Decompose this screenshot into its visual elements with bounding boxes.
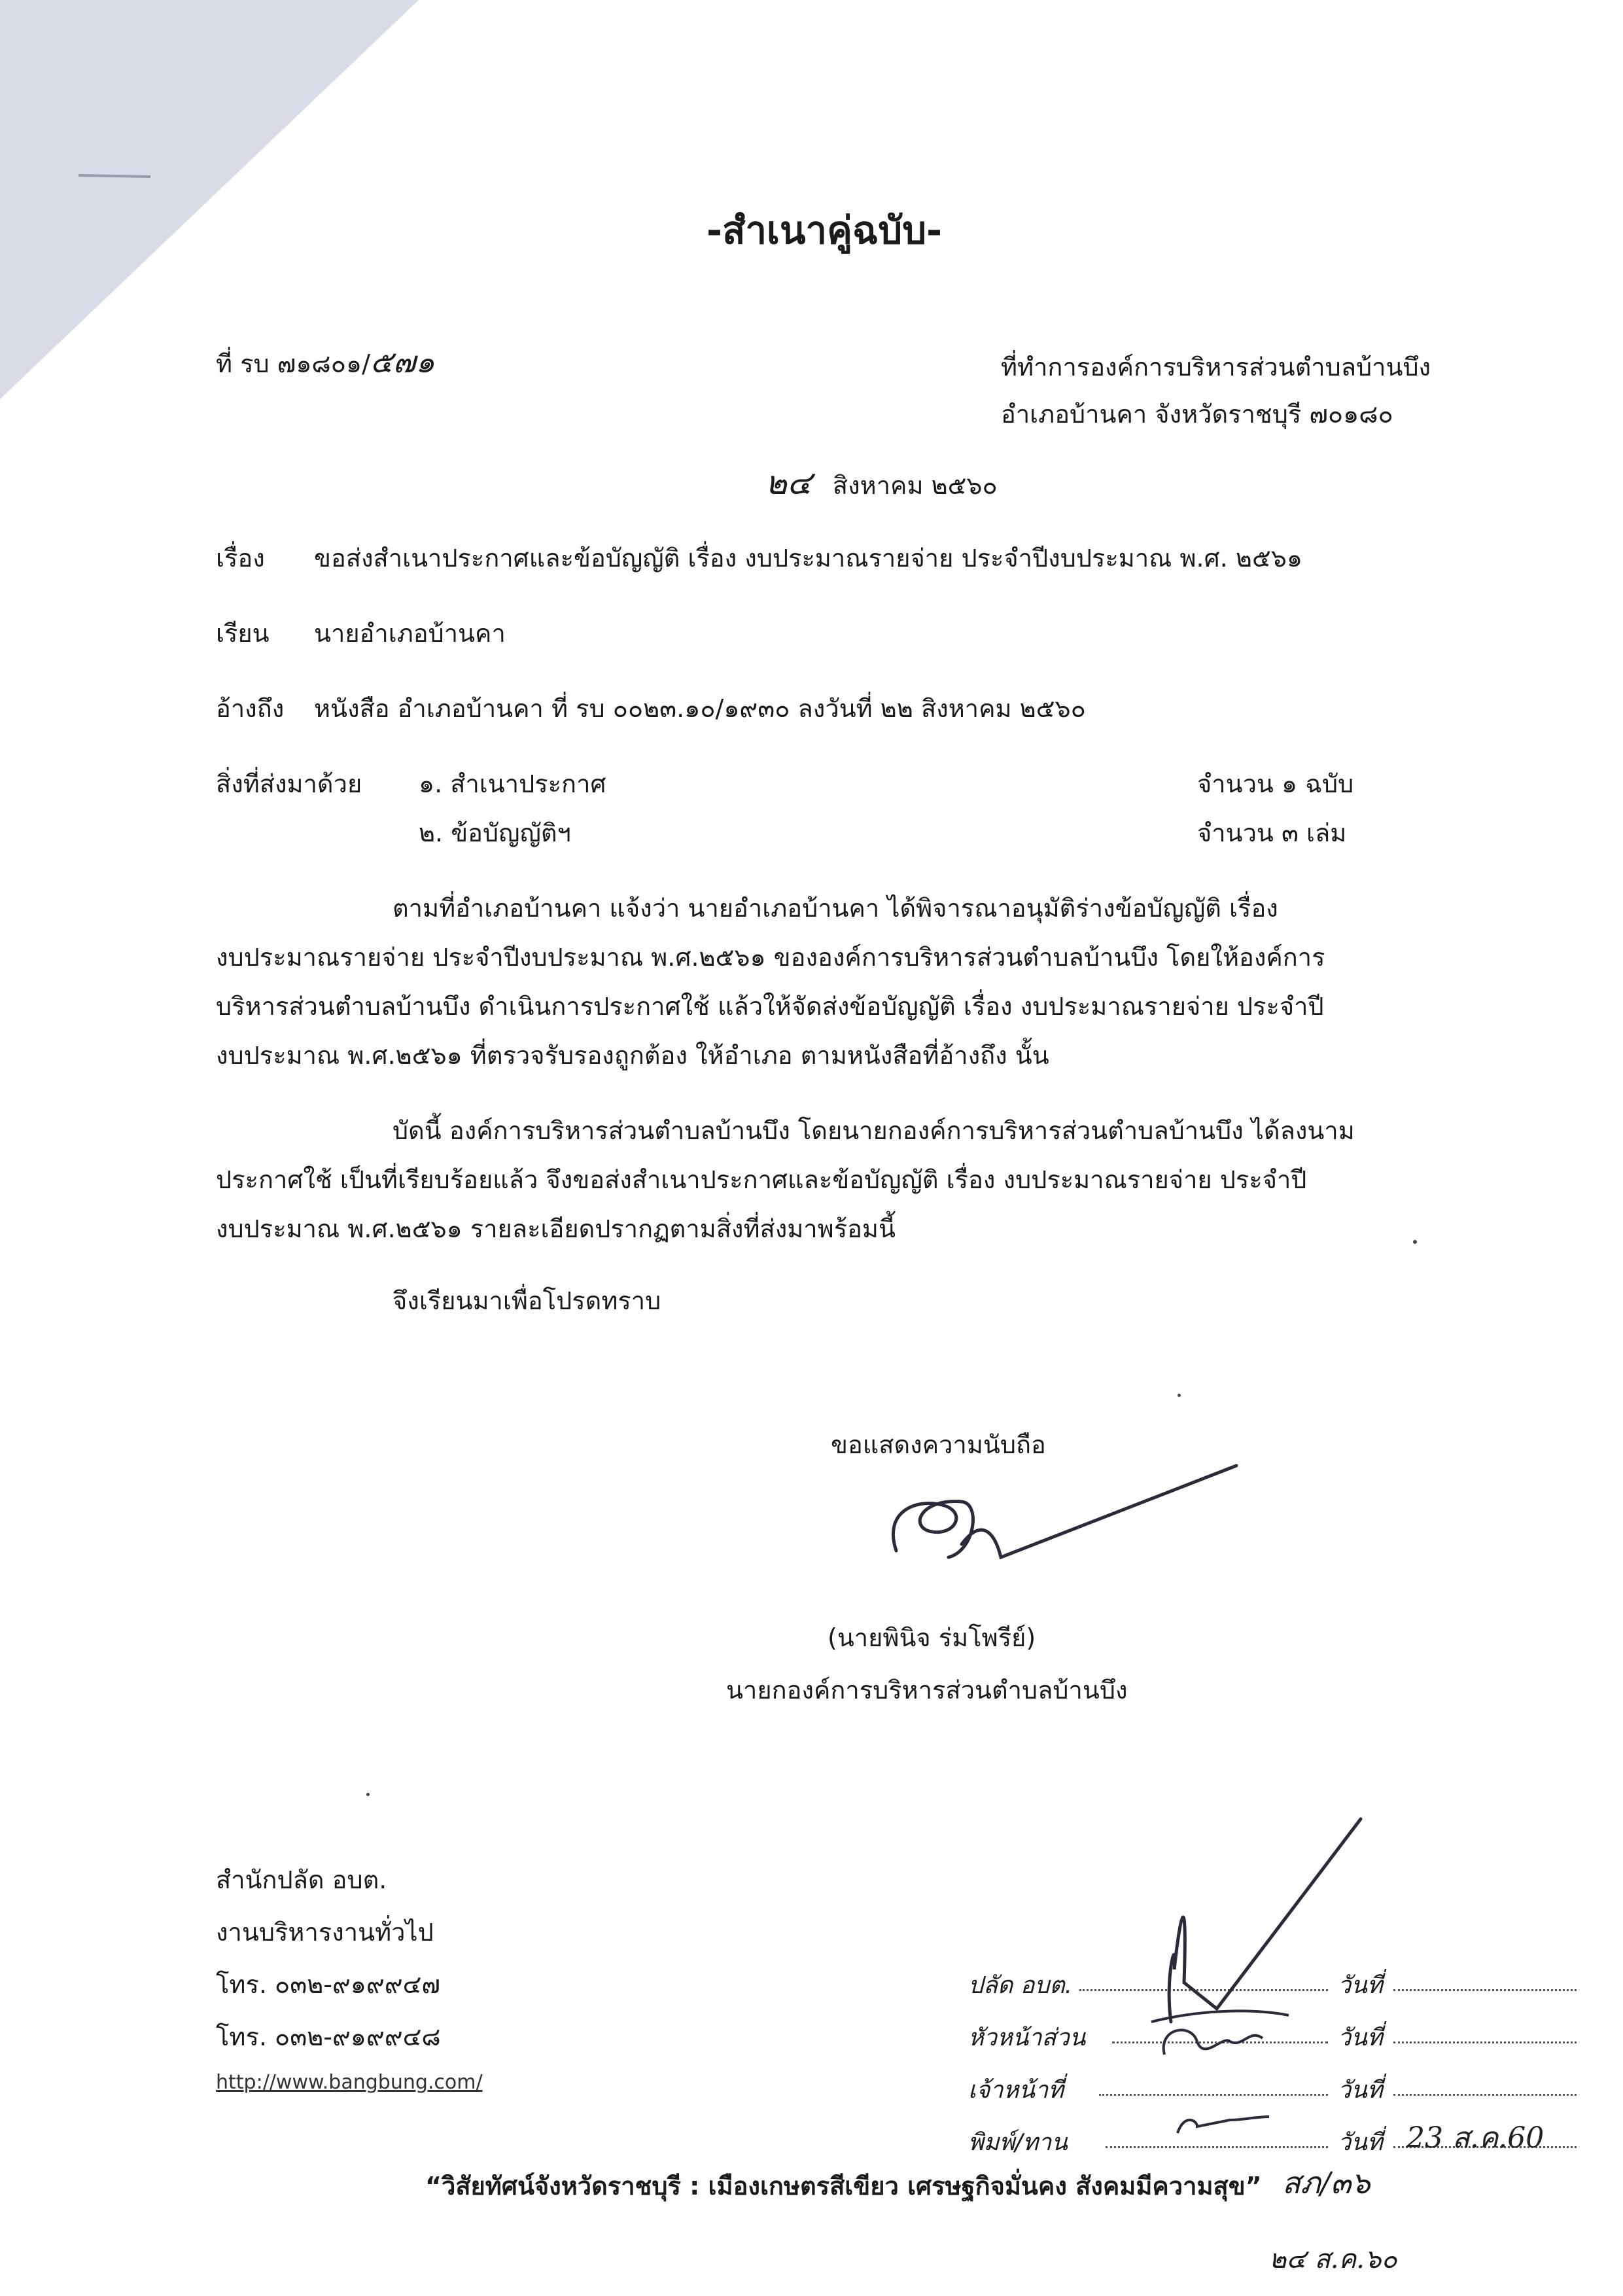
- enclosures-label: สิ่งที่ส่งมาด้วย: [216, 769, 362, 798]
- body-paragraph-1-line: งบประมาณรายจ่าย ประจำปีงบประมาณ พ.ศ.๒๕๖๑ ขององค์การบริหารส่วนตำบลบ้านบึง โดยให้องค์การ: [216, 943, 1325, 972]
- recipient-text: นายอำเภอบ้านคา: [314, 619, 506, 648]
- signatory-position: นายกองค์การบริหารส่วนตำบลบ้านบึง: [726, 1676, 1128, 1704]
- footer-slogan: “วิสัยทัศน์จังหวัดราชบุรี : เมืองเกษตรสีเขียว เศรษฐกิจมั่นคง สังคมมีความสุข”: [425, 2172, 1262, 2200]
- document-date: [765, 464, 998, 502]
- website-link[interactable]: http://www.bangbung.com/: [216, 2071, 483, 2094]
- signature-image: [870, 1453, 1249, 1583]
- body-paragraph-2-line: ประกาศใช้ เป็นที่เรียบร้อยแล้ว จึงขอส่งสำเนาประกาศและข้อบัญญัติ เรื่อง งบประมาณรายจ่าย ประจำปี: [216, 1165, 1307, 1194]
- approval-initials-image: [1125, 1812, 1400, 2153]
- reference-label: อ้างถึง: [216, 694, 285, 723]
- approval-row-date-label: วันที่: [1338, 2129, 1383, 2156]
- body-paragraph-2-line: บัดนี้ องค์การบริหารส่วนตำบลบ้านบึง โดยนายกองค์การบริหารส่วนตำบลบ้านบึง ได้ลงนาม: [393, 1116, 1355, 1145]
- signatory-name: (นายพินิจ ร่มโพรีย์): [828, 1623, 1036, 1652]
- scan-corner-shadow: [0, 0, 419, 399]
- body-paragraph-2-line: งบประมาณ พ.ศ.๒๕๖๑ รายละเอียดปรากฏตามสิ่งที่ส่งมาพร้อมนี้: [216, 1214, 896, 1243]
- body-paragraph-1-line: งบประมาณ พ.ศ.๒๕๖๑ ที่ตรวจรับรองถูกต้อง ให้อำเภอ ตามหนังสือที่อ้างถึง นั้น: [216, 1041, 1049, 1070]
- enclosure-quantity: จำนวน ๓ เล่ม: [1197, 819, 1347, 847]
- approval-row-date-label: วันที่: [1338, 2024, 1383, 2051]
- scan-speck: [1178, 1394, 1181, 1397]
- contact-office: สำนักปลัด อบต.: [216, 1865, 387, 1894]
- approval-row-date-label: วันที่: [1338, 1972, 1383, 1999]
- enclosure-item: ๑. สำเนาประกาศ: [419, 769, 606, 798]
- approval-row-label: พิมพ์/ทาน: [968, 2129, 1068, 2156]
- approval-date-handwritten: 23 ส.ค.60: [1406, 2121, 1544, 2155]
- date-month-year: สิงหาคม ๒๕๖๐: [832, 471, 998, 500]
- recipient-label: เรียน: [216, 619, 270, 648]
- contact-phone: โทร. ๐๓๒-๙๑๙๙๔๘: [216, 2022, 441, 2051]
- document-number: [216, 344, 435, 380]
- subject-label: เรื่อง: [216, 544, 265, 573]
- approval-row-date-line: [1393, 2041, 1577, 2043]
- contact-phone: โทร. ๐๓๒-๙๑๙๙๔๗: [216, 1970, 440, 1999]
- scan-speck: [1413, 1240, 1417, 1244]
- closing-line: จึงเรียนมาเพื่อโปรดทราบ: [393, 1286, 661, 1315]
- reference-text: หนังสือ อำเภอบ้านคา ที่ รบ ๐๐๒๓.๑๐/๑๙๓๐ ลงวันที่ ๒๒ สิงหาคม ๒๕๖๐: [314, 694, 1086, 723]
- footer-handwritten-date: ๒๔ ส.ค.๖๐: [1269, 2244, 1397, 2274]
- scan-speck: [366, 1793, 370, 1796]
- approval-row-label: หัวหน้าส่วน: [968, 2024, 1086, 2051]
- office-address-line2: อำเภอบ้านคา จังหวัดราชบุรี ๗๐๑๘๐: [1001, 400, 1393, 429]
- office-address-line1: ที่ทำการองค์การบริหารส่วนตำบลบ้านบึง: [1001, 353, 1431, 381]
- approval-row-label: ปลัด อบต.: [968, 1972, 1073, 1999]
- subject-text: ขอส่งสำเนาประกาศและข้อบัญญัติ เรื่อง งบประมาณรายจ่าย ประจำปีงบประมาณ พ.ศ. ๒๕๖๑: [314, 544, 1302, 573]
- footer-handwritten-note: สภ/๓๖: [1282, 2165, 1370, 2200]
- body-paragraph-1-line: บริหารส่วนตำบลบ้านบึง ดำเนินการประกาศใช้ แล้วให้จัดส่งข้อบัญญัติ เรื่อง งบประมาณรายจ่าย ประจำปี: [216, 992, 1324, 1021]
- document-number-prefix: ที่ รบ ๗๑๘๐๑/: [216, 349, 370, 378]
- approval-row-date-label: วันที่: [1338, 2077, 1383, 2104]
- enclosure-quantity: จำนวน ๑ ฉบับ: [1197, 769, 1354, 798]
- enclosure-item: ๒. ข้อบัญญัติฯ: [419, 819, 571, 847]
- complimentary-close: ขอแสดงความนับถือ: [831, 1430, 1046, 1459]
- body-paragraph-1-line: ตามที่อำเภอบ้านคา แจ้งว่า นายอำเภอบ้านคา ได้พิจารณาอนุมัติร่างข้อบัญญัติ เรื่อง: [393, 894, 1278, 923]
- approval-row-label: เจ้าหน้าที่: [968, 2077, 1064, 2104]
- date-day-handwritten: ๒๔: [765, 464, 812, 502]
- document-title: -สำเนาคู่ฉบับ-: [707, 208, 943, 253]
- approval-row-date-line: [1393, 1989, 1577, 1991]
- approval-row-date-line: [1393, 2094, 1577, 2096]
- contact-division: งานบริหารงานทั่วไป: [216, 1918, 434, 1947]
- document-number-handwritten: ๕๗๑: [370, 344, 435, 380]
